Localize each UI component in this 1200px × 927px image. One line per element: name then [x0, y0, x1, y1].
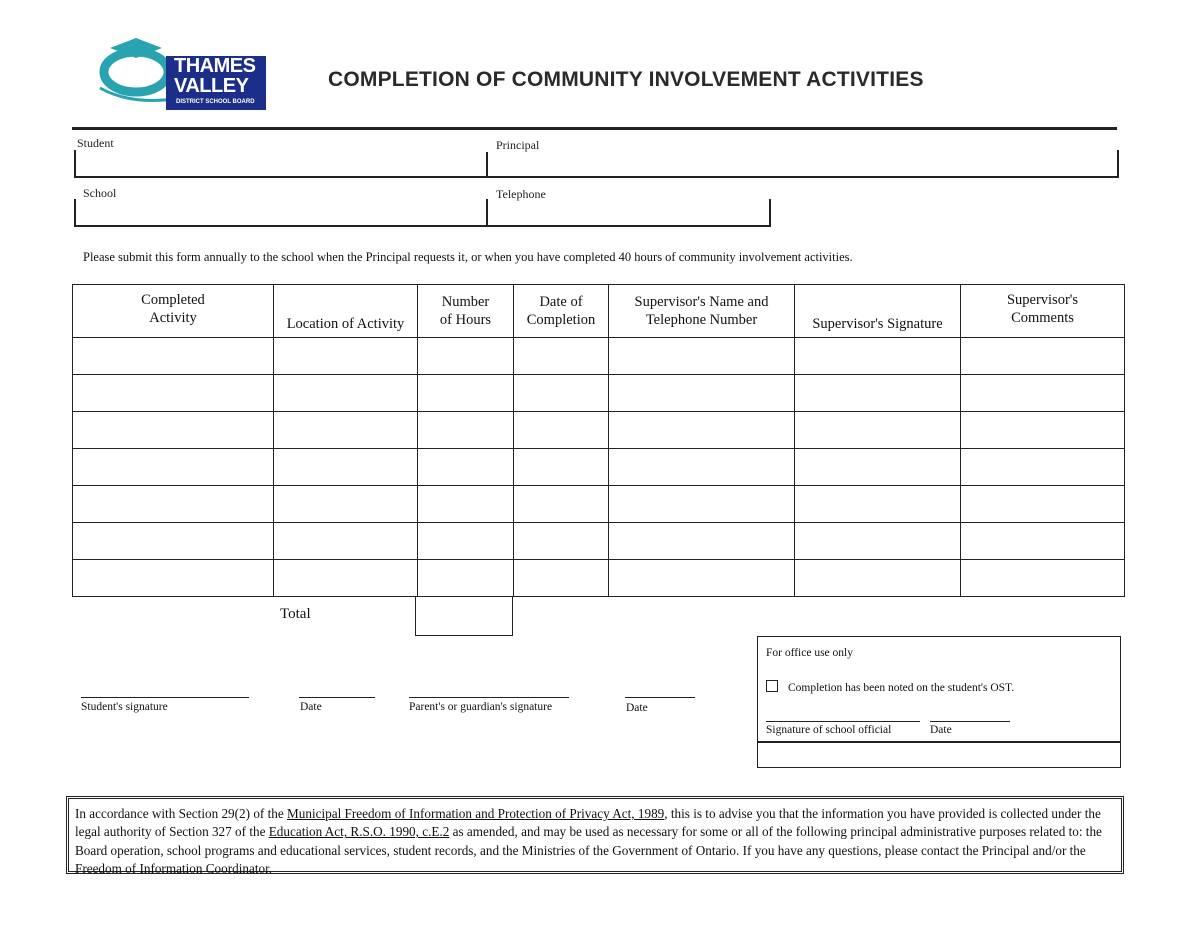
date-line-2[interactable] — [625, 697, 695, 698]
form-title: COMPLETION OF COMMUNITY INVOLVEMENT ACTIVITIES — [328, 68, 924, 91]
table-cell[interactable] — [514, 486, 609, 523]
logo-text-valley: VALLEY — [174, 75, 249, 97]
notice-act-education: Education Act, R.S.O. 1990, c.E.2 — [268, 824, 450, 840]
table-cell[interactable] — [514, 412, 609, 449]
table-cell[interactable] — [274, 375, 418, 412]
table-cell[interactable] — [274, 560, 418, 597]
table-cell[interactable] — [795, 375, 961, 412]
logo-text-thames: THAMES — [174, 55, 256, 77]
table-cell[interactable] — [514, 375, 609, 412]
table-row — [73, 449, 1125, 486]
table-cell[interactable] — [795, 523, 961, 560]
privacy-notice — [66, 796, 1124, 877]
table-cell[interactable] — [274, 338, 418, 375]
table-cell[interactable] — [274, 523, 418, 560]
date-label-2: Date — [626, 702, 648, 714]
student-field-left-edge — [74, 150, 76, 178]
student-label: Student — [77, 136, 114, 150]
table-cell[interactable] — [418, 486, 514, 523]
table-cell[interactable] — [961, 412, 1125, 449]
table-cell[interactable] — [609, 523, 795, 560]
school-board-logo — [96, 36, 271, 111]
table-cell[interactable] — [73, 523, 274, 560]
total-label: Total — [280, 606, 311, 622]
parent-signature-label: Parent's or guardian's signature — [409, 701, 553, 713]
table-cell[interactable] — [961, 486, 1125, 523]
table-cell[interactable] — [418, 523, 514, 560]
table-row — [73, 338, 1125, 375]
column-header-5: Supervisor's Name and Telephone Number — [609, 285, 795, 338]
logo-text-board: DISTRICT SCHOOL BOARD — [176, 99, 255, 105]
title-rule — [72, 127, 1117, 130]
office-box-divider — [758, 741, 1120, 743]
table-cell[interactable] — [609, 560, 795, 597]
table-cell[interactable] — [73, 412, 274, 449]
table-cell[interactable] — [514, 338, 609, 375]
ost-noted-label: Completion has been noted on the student's OST. — [788, 682, 1015, 694]
table-header-row — [73, 285, 1125, 338]
date-line-1[interactable] — [299, 697, 375, 698]
ost-noted-checkbox-row — [766, 680, 1014, 694]
table-cell[interactable] — [73, 338, 274, 375]
column-header-4: Date of Completion — [514, 285, 609, 338]
table-cell[interactable] — [514, 523, 609, 560]
table-cell[interactable] — [609, 412, 795, 449]
ost-noted-checkbox[interactable] — [766, 680, 778, 692]
principal-label: Principal — [496, 138, 540, 152]
principal-field[interactable] — [486, 176, 1119, 178]
notice-text-3: as amended, and may be used as necessary for some or all of the following principal administrative purposes related to: the Board operation, school programs and educational services, student records, and the Ministries of the Government of Ontario. If you have any questions, please contact the Principal and/or the Freedom of Information Coordinator. — [75, 824, 1102, 877]
table-cell[interactable] — [418, 375, 514, 412]
table-cell[interactable] — [418, 338, 514, 375]
student-signature-label: Student's signature — [81, 701, 168, 713]
column-header-3: Number of Hours — [418, 285, 514, 338]
table-cell[interactable] — [418, 449, 514, 486]
table-cell[interactable] — [609, 449, 795, 486]
column-header-1: Completed Activity — [73, 285, 274, 338]
table-cell[interactable] — [961, 523, 1125, 560]
table-cell[interactable] — [961, 338, 1125, 375]
table-row — [73, 375, 1125, 412]
official-signature-label: Signature of school official — [766, 724, 892, 736]
table-cell[interactable] — [514, 560, 609, 597]
table-cell[interactable] — [514, 449, 609, 486]
school-label: School — [83, 186, 117, 200]
official-signature-line[interactable] — [766, 721, 920, 722]
table-cell[interactable] — [73, 449, 274, 486]
student-signature-line[interactable] — [81, 697, 249, 698]
office-use-heading: For office use only — [766, 647, 853, 659]
notice-act-mfippa: Municipal Freedom of Information and Protection of Privacy Act, 1989 — [287, 806, 665, 821]
principal-field-left-edge — [486, 152, 488, 178]
telephone-label: Telephone — [496, 187, 546, 201]
table-cell[interactable] — [274, 449, 418, 486]
table-cell[interactable] — [795, 560, 961, 597]
table-cell[interactable] — [795, 338, 961, 375]
table-cell[interactable] — [274, 412, 418, 449]
table-cell[interactable] — [795, 412, 961, 449]
total-hours-field[interactable] — [415, 597, 513, 636]
school-field[interactable] — [74, 225, 486, 227]
office-use-box — [757, 636, 1121, 768]
table-cell[interactable] — [73, 486, 274, 523]
official-date-line[interactable] — [930, 721, 1010, 722]
date-label-1: Date — [300, 701, 322, 713]
student-field[interactable] — [74, 176, 486, 178]
table-cell[interactable] — [274, 486, 418, 523]
column-header-7: Supervisor's Comments — [961, 285, 1125, 338]
school-field-left-edge — [74, 199, 76, 227]
column-header-2: Location of Activity — [274, 285, 418, 338]
submission-instruction: Please submit this form annually to the school when the Principal requests it, or when you have completed 40 hours of community involvement activities. — [83, 250, 853, 264]
table-cell[interactable] — [73, 375, 274, 412]
table-cell[interactable] — [609, 375, 795, 412]
table-cell[interactable] — [961, 560, 1125, 597]
activities-table — [72, 284, 1125, 597]
table-cell[interactable] — [73, 560, 274, 597]
telephone-field-right-edge — [769, 199, 771, 227]
table-cell[interactable] — [961, 375, 1125, 412]
parent-signature-line[interactable] — [409, 697, 569, 698]
column-header-6: Supervisor's Signature — [795, 285, 961, 338]
table-cell[interactable] — [418, 412, 514, 449]
table-cell[interactable] — [795, 486, 961, 523]
table-row — [73, 560, 1125, 597]
notice-text-1: In accordance with Section 29(2) of the — [75, 806, 288, 821]
principal-field-right-edge — [1117, 150, 1119, 178]
table-cell[interactable] — [609, 338, 795, 375]
table-cell[interactable] — [961, 449, 1125, 486]
telephone-field[interactable] — [486, 225, 771, 227]
table-row — [73, 486, 1125, 523]
notice-text-2: , this is to advise you that the information you have provided is collected under the legal authority of Section 327 of the — [75, 806, 1101, 840]
table-row — [73, 412, 1125, 449]
telephone-field-left-edge — [486, 199, 488, 227]
table-cell[interactable] — [795, 449, 961, 486]
table-row — [73, 523, 1125, 560]
table-cell[interactable] — [418, 560, 514, 597]
table-cell[interactable] — [609, 486, 795, 523]
official-date-label: Date — [930, 724, 952, 736]
